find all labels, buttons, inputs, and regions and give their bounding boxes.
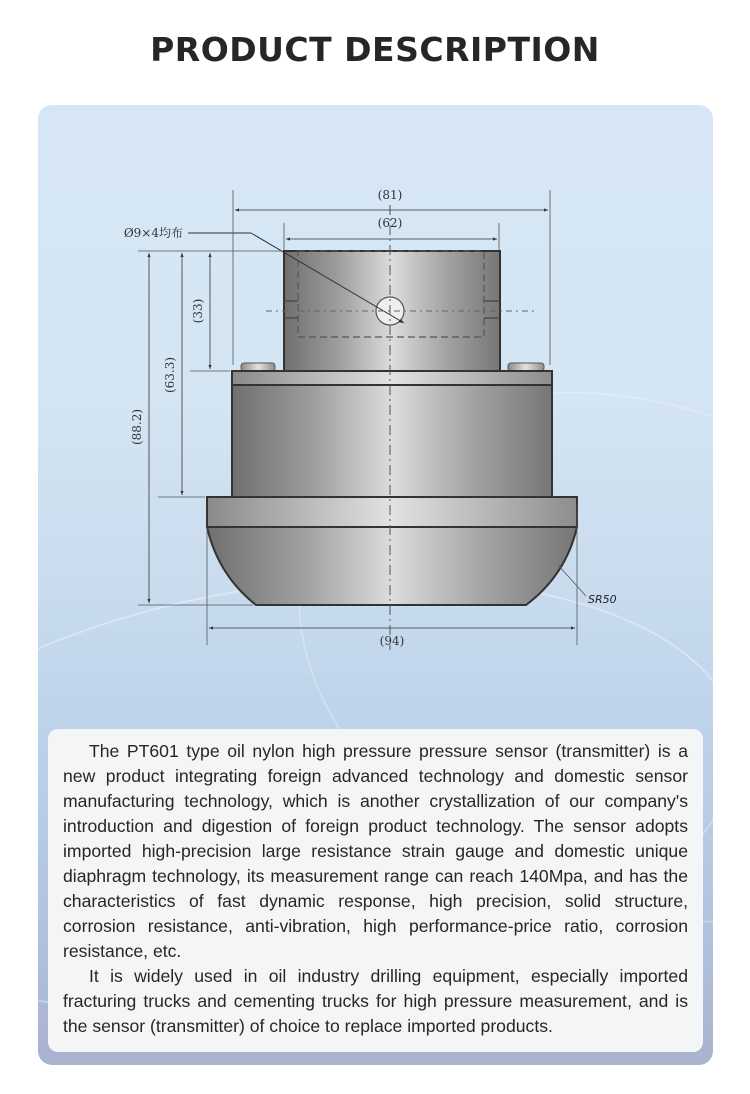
dim-33-label: (33)	[191, 298, 205, 324]
description-box	[48, 729, 703, 1052]
dim-62-label: (62)	[377, 216, 403, 230]
dim-88-2-label: (88.2)	[130, 408, 144, 446]
page-title: PRODUCT DESCRIPTION	[150, 30, 600, 69]
technical-drawing	[38, 105, 713, 725]
description-paragraph-1: The PT601 type oil nylon high pressure pressure sensor (transmitter) is a new product integrating foreign advanced technology and domestic sensor manufacturing technology, which is another crystallization of our company's introduction and digestion of foreign product technology. The sensor adopts imported high-precision large resistance strain gauge and domestic unique diaphragm technology, its measurement range can reach 140Mpa, and has the characteristics of fast dynamic response, high precision, solid structure, corrosion resistance, anti-vibration, high performance-price ratio, corrosion resistance, etc.	[63, 741, 688, 961]
hole-spec-label: Ø9×4均布	[123, 226, 183, 240]
sr50-label: SR50	[588, 593, 617, 606]
description-paragraph-2: It is widely used in oil industry drilling equipment, especially imported fracturing trucks and cementing trucks for high pressure measurement, and is the sensor (transmitter) of choice to replace imported products.	[63, 966, 688, 1036]
description-text	[63, 739, 688, 1039]
product-card	[38, 105, 713, 1065]
dim-81-label: (81)	[377, 188, 403, 202]
dim-94-label: (94)	[379, 634, 405, 648]
dim-63-3-label: (63.3)	[163, 356, 177, 394]
